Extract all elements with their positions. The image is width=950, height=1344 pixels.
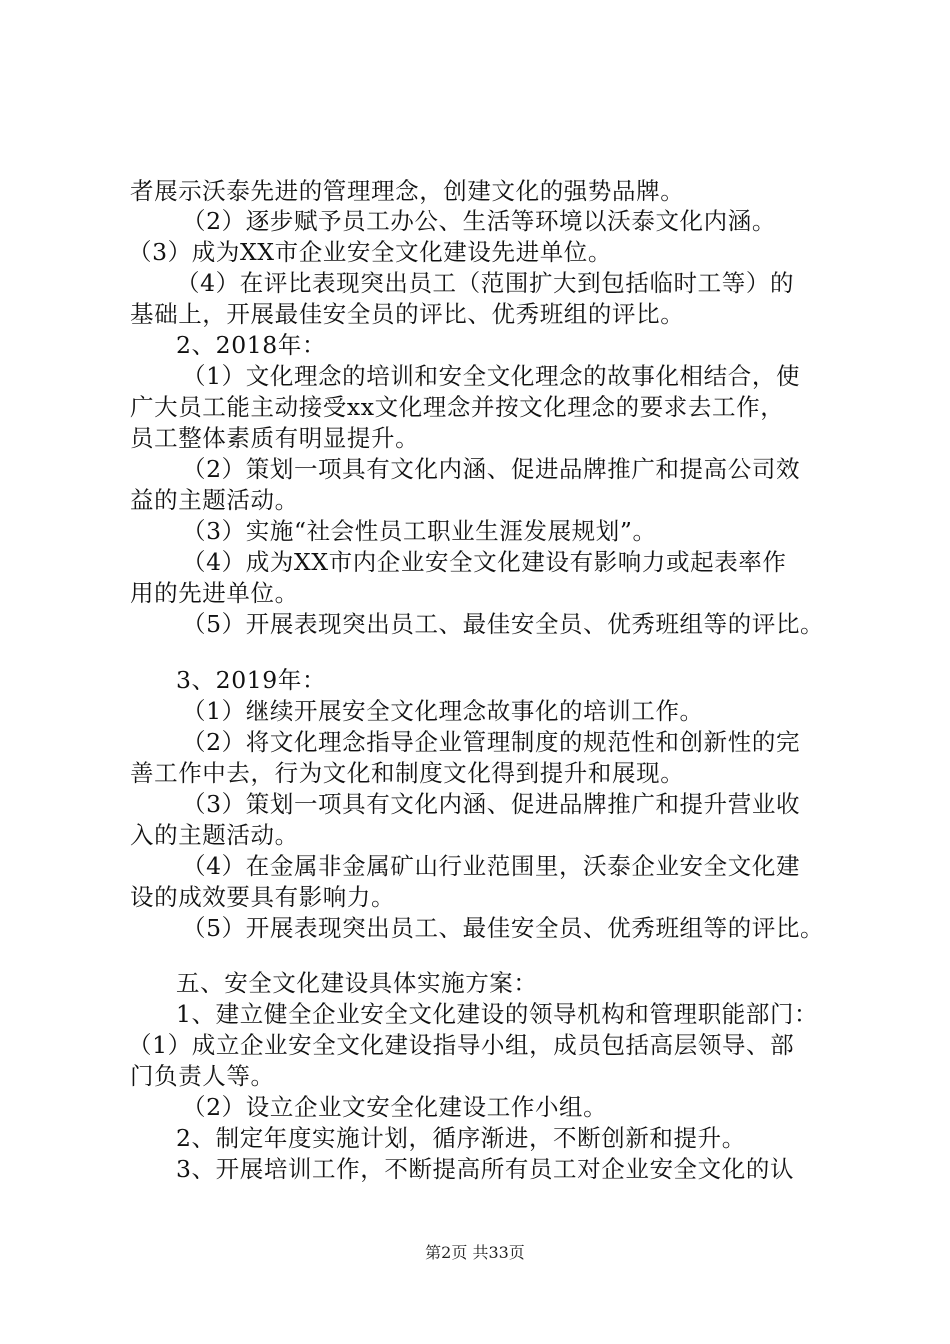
text-line: （4）成为XX市内企业安全文化建设有影响力或起表率作	[182, 548, 787, 576]
text-line: （4）在金属非金属矿山行业范围里，沃泰企业安全文化建	[182, 852, 801, 880]
text-line: （3）策划一项具有文化内涵、促进品牌推广和提升营业收	[182, 790, 801, 818]
text-line: （5）开展表现突出员工、最佳安全员、优秀班组等的评比。	[182, 914, 825, 942]
text-line: 基础上，开展最佳安全员的评比、优秀班组的评比。	[130, 300, 685, 328]
text-line: （3）实施“社会性员工职业生涯发展规划”。	[182, 517, 657, 545]
text-line: 广大员工能主动接受xx文化理念并按文化理念的要求去工作，	[130, 393, 785, 421]
text-line: （5）开展表现突出员工、最佳安全员、优秀班组等的评比。	[182, 610, 825, 638]
text-line: （2）设立企业文安全化建设工作小组。	[182, 1093, 608, 1121]
text-line: 2、制定年度实施计划，循序渐进，不断创新和提升。	[176, 1124, 746, 1152]
text-line: 3、开展培训工作，不断提高所有员工对企业安全文化的认	[176, 1155, 795, 1183]
text-line: （2）策划一项具有文化内涵、促进品牌推广和提高公司效	[182, 455, 801, 483]
text-line: 门负责人等。	[130, 1062, 275, 1090]
text-line: 1、建立健全企业安全文化建设的领导机构和管理职能部门：	[176, 1000, 819, 1028]
text-line: 设的成效要具有影响力。	[130, 883, 396, 911]
text-line: （2）将文化理念指导企业管理制度的规范性和创新性的完	[182, 728, 801, 756]
section-heading: 2、2018年：	[176, 331, 327, 359]
text-line: （1）继续开展安全文化理念故事化的培训工作。	[182, 697, 704, 725]
text-line: （2）逐步赋予员工办公、生活等环境以沃泰文化内涵。	[182, 207, 776, 235]
text-line: 用的先进单位。	[130, 579, 299, 607]
text-line: 员工整体素质有明显提升。	[130, 424, 420, 452]
text-line: （4）在评比表现突出员工（范围扩大到包括临时工等）的	[176, 269, 795, 297]
section-heading: 五、安全文化建设具体实施方案：	[176, 969, 538, 997]
text-line: （1）文化理念的培训和安全文化理念的故事化相结合，使	[182, 362, 801, 390]
page-number-footer: 第2页 共33页	[425, 1243, 525, 1262]
text-line: （3）成为XX市企业安全文化建设先进单位。	[128, 238, 613, 266]
text-line: （1）成立企业安全文化建设指导小组，成员包括高层领导、部	[128, 1031, 795, 1059]
text-line: 善工作中去，行为文化和制度文化得到提升和展现。	[130, 759, 685, 787]
section-heading: 3、2019年：	[176, 666, 327, 694]
text-line: 益的主题活动。	[130, 486, 299, 514]
text-line: 入的主题活动。	[130, 821, 299, 849]
text-line: 者展示沃泰先进的管理理念，创建文化的强势品牌。	[130, 177, 685, 205]
